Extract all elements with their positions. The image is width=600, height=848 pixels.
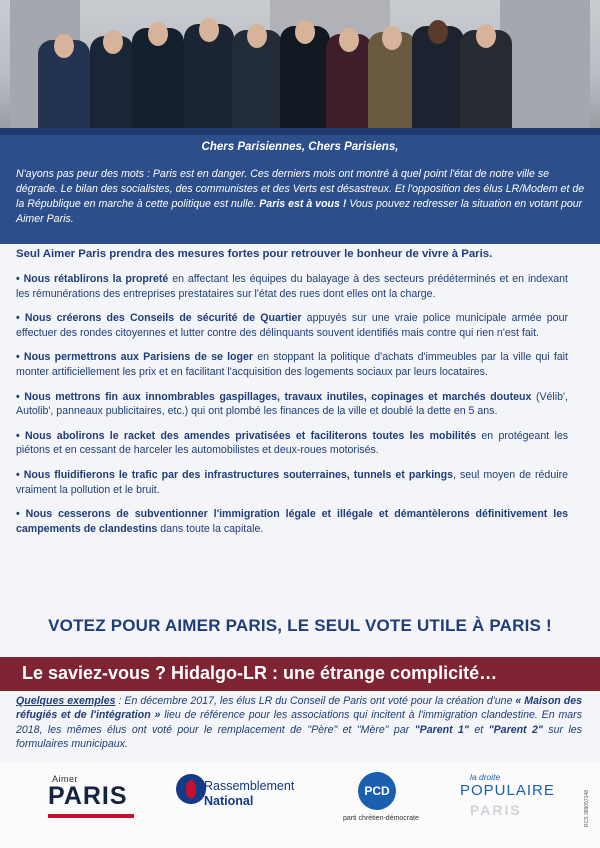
examples-highlight: « Maison des réfugiés et de l'intégration » (16, 695, 582, 722)
face (295, 20, 315, 44)
program-item-text: dans toute la capitale. (157, 522, 264, 535)
program-item-title: • Nous créerons des Conseils de sécurité de Quartier (16, 312, 302, 325)
droite-populaire-paris: PARIS (470, 802, 522, 818)
program-item (16, 311, 568, 340)
face (339, 28, 359, 52)
examples-part: : En décembre 2017, les élus LR du Conseil de Paris ont voté pour la création d'une (115, 695, 516, 707)
program-item-title: • Nous permettrons aux Parisiens de se loger (16, 351, 254, 364)
intro-end: Vous pouvez redresser la situation en votant pour Aimer Paris. (16, 198, 583, 225)
pcd-logo-subtitle: parti chrétien-démocrate (343, 815, 419, 822)
building-pillar (500, 0, 590, 128)
face (103, 30, 123, 54)
program-item (16, 429, 568, 458)
face (382, 26, 402, 50)
program-item (16, 350, 568, 379)
program-item-title: • Nous rétablirons la propreté (16, 273, 169, 285)
examples-highlight: "Parent 2" (488, 723, 543, 736)
rn-logo-line1: Rassemblement (204, 779, 295, 793)
flame-icon (176, 774, 206, 804)
program-item-text: en affectant les équipes du balayage à des secteurs prédéterminés et en indexant les rémunérations des entreprises prestataires sur l'état des rues dont elles ont la charge. (16, 273, 568, 300)
program-item-text: en protégeant les piétons et en cessant de harceler les automobilistes et deux-roues motorisés. (16, 429, 569, 457)
program (16, 248, 568, 546)
aimer-paris-logo-small: Aimer (52, 774, 79, 784)
examples-part: lieu de référence pour les associations qui incitent à l'immigration clandestine. En mars 2018, les mêmes élus ont voté pour le remplacement de "Père" et "Mère" par (16, 709, 583, 736)
program-item-text: appuyés sur une vraie police municipale armée pour effectuer des rondes citoyennes et lutter contre des délinquants souvent identifiés mais contre qui rien n'est fait. (16, 312, 568, 339)
face (476, 24, 496, 48)
face (148, 22, 168, 46)
group-photo (0, 0, 600, 128)
face (199, 18, 219, 42)
intro-emphasis: Paris est à vous ! (259, 198, 347, 210)
program-item-title: • Nous fluidifierons le trafic par des infrastructures souterraines, tunnels et parkings (16, 468, 453, 481)
program-item-text: (Vélib', Autolib', panneaux publicitaires, etc.) qui ont plombé les finances de la ville et doublé la dette en 5 ans. (16, 390, 568, 418)
face (247, 24, 267, 48)
face (54, 34, 74, 58)
program-item-title: • Nous abolirons le racket des amendes privatisées et faciliterons toutes les mobilités (16, 429, 477, 442)
face (428, 20, 448, 44)
program-item (16, 468, 568, 497)
examples-highlight: "Parent 1" (414, 723, 469, 736)
program-item-text: en stoppant la politique d'achats d'immeubles par la ville qui fait monter artificiellement les prix et en facilitant l'acquisition des logements sociaux par leurs locataires. (16, 351, 568, 378)
party-logos (0, 762, 600, 848)
greeting: Chers Parisiennes, Chers Parisiens, (201, 141, 399, 153)
program-item-title: • Nous cesserons de subventionner l'immigration légale et illégale et démantèlerons définitivement les campements de clandestins (16, 508, 568, 535)
intro-text (16, 167, 588, 227)
did-you-know-banner (0, 657, 600, 691)
vote-slogan: VOTEZ POUR AIMER PARIS, LE SEUL VOTE UTILE À PARIS ! (48, 616, 552, 635)
rcs-number: RCS 389057148 (584, 790, 590, 827)
examples-part: sur les formulaires municipaux. (16, 723, 582, 751)
program-lead: Seul Aimer Paris prendra des mesures fortes pour retrouver le bonheur de vivre à Paris. (16, 248, 493, 260)
aimer-paris-logo: PARIS (48, 782, 128, 810)
divider-strip (0, 128, 600, 135)
rn-logo-line2: National (204, 794, 254, 808)
pcd-logo: PCD (358, 772, 396, 810)
program-item-text: , seul moyen de réduire vraiment la pollution et le bruit. (16, 468, 568, 496)
droite-populaire-logo: POPULAIRE (460, 782, 555, 799)
examples-part: et (468, 723, 489, 736)
program-item-title: • Nous mettrons fin aux innombrables gaspillages, travaux inutiles, copinages et marchés douteux (16, 390, 532, 403)
intro-band (0, 135, 600, 244)
droite-populaire-logo-small: la droite (470, 772, 501, 782)
examples-text (16, 694, 582, 752)
program-item (16, 272, 568, 301)
program-item (16, 507, 568, 536)
program-item (16, 390, 568, 419)
examples-label: Quelques exemples (16, 695, 116, 707)
banner-title: Le saviez-vous ? Hidalgo-LR : une étrange complicité… (22, 663, 498, 683)
intro-body: N'ayons pas peur des mots : Paris est en danger. Ces derniers mois ont montré à quel point l'état de notre ville se dégrade. Le bilan des socialistes, des communistes et des Verts est désastreux. Et l'opposition des élus LR/Modem et de la République en marche à cette politique est nulle. (16, 168, 585, 210)
aimer-paris-logo-bar (48, 814, 134, 818)
